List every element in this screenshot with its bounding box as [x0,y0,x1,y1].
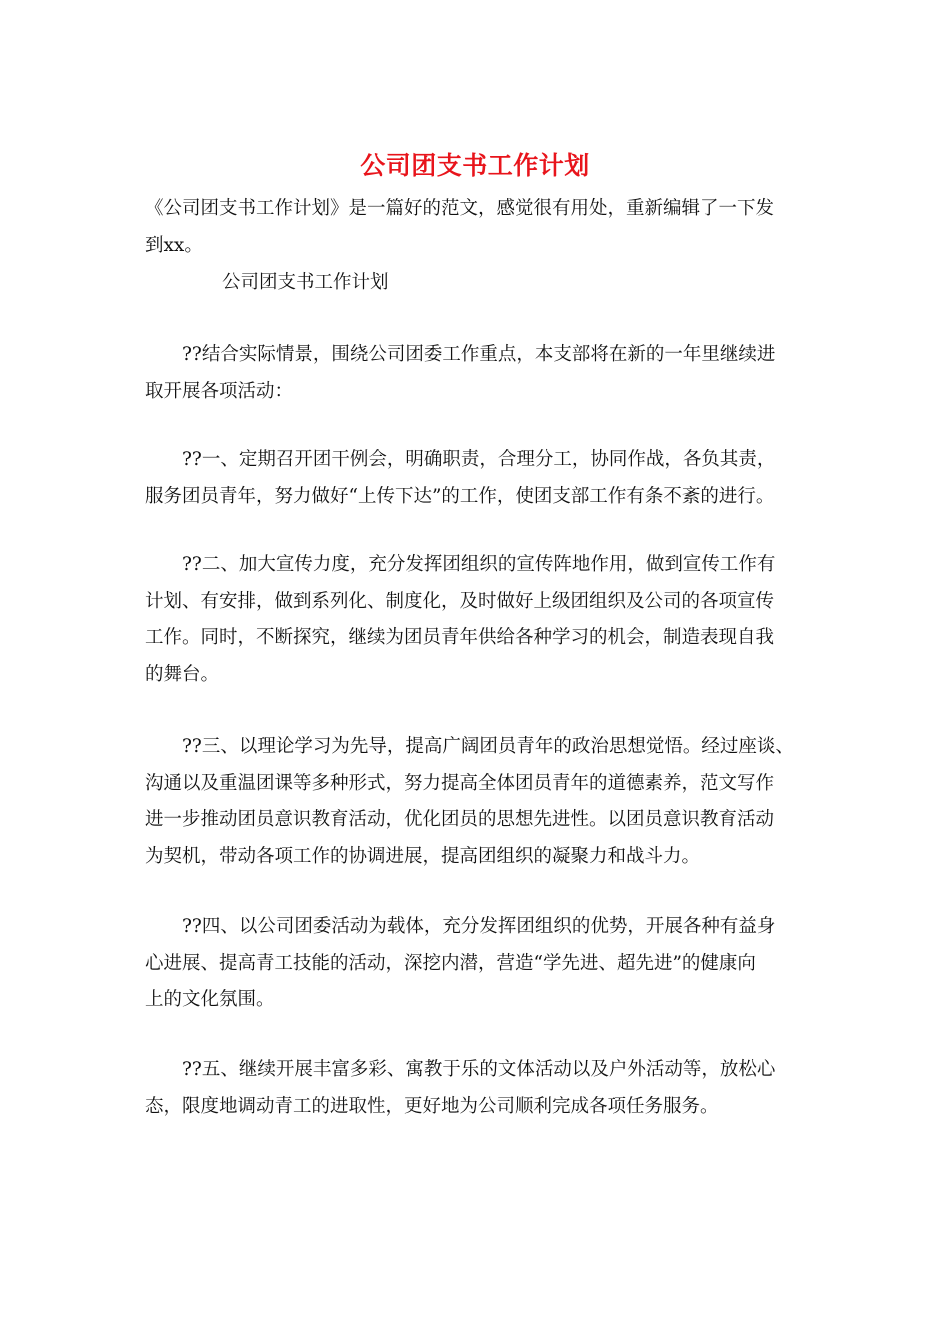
paragraph-2-line-1: ??一、定期召开团干例会，明确职责，合理分工，协同作战，各负其责， [182,449,776,470]
paragraph-4-line-2: 沟通以及重温团课等多种形式，努力提高全体团员青年的道德素养，范文写作 [145,773,775,794]
paragraph-3-line-4: 的舞台。 [145,664,220,685]
paragraph-5-line-2: 心进展、提高青工技能的活动，深挖内潜，营造“学先进、超先进”的健康向 [145,953,756,974]
paragraph-2-line-2: 服务团员青年，努力做好“上传下达”的工作，使团支部工作有条不紊的进行。 [145,486,775,507]
document-title: 公司团支书工作计划 [360,151,590,180]
paragraph-5-line-3: 上的文化氛围。 [145,989,275,1010]
paragraph-1-line-2: 取开展各项活动： [145,381,294,402]
paragraph-3-line-1: ??二、加大宣传力度，充分发挥团组织的宣传阵地作用，做到宣传工作有 [182,554,776,575]
paragraph-4-line-4: 为契机，带动各项工作的协调进展，提高团组织的凝聚力和战斗力。 [145,846,701,867]
paragraph-5-line-1: ??四、以公司团委活动为载体，充分发挥团组织的优势，开展各种有益身 [182,916,776,937]
paragraph-6-line-2: 态，限度地调动青工的进取性，更好地为公司顺利完成各项任务服务。 [145,1096,719,1117]
paragraph-3-line-3: 工作。同时，不断探究，继续为团员青年供给各种学习的机会，制造表现自我 [145,627,775,648]
paragraph-4-line-1: ??三、以理论学习为先导，提高广阔团员青年的政治思想觉悟。经过座谈、 [182,736,794,757]
intro-line-1: 《公司团支书工作计划》是一篇好的范文，感觉很有用处，重新编辑了一下发 [145,198,775,219]
document-subtitle: 公司团支书工作计划 [222,272,389,293]
paragraph-1-line-1: ??结合实际情景，围绕公司团委工作重点，本支部将在新的一年里继续进 [182,344,776,365]
paragraph-6-line-1: ??五、继续开展丰富多彩、寓教于乐的文体活动以及户外活动等，放松心 [182,1059,776,1080]
paragraph-3-line-2: 计划、有安排，做到系列化、制度化，及时做好上级团组织及公司的各项宣传 [145,591,775,612]
intro-line-2: 到xx。 [145,235,203,256]
paragraph-4-line-3: 进一步推动团员意识教育活动，优化团员的思想先进性。以团员意识教育活动 [145,809,775,830]
